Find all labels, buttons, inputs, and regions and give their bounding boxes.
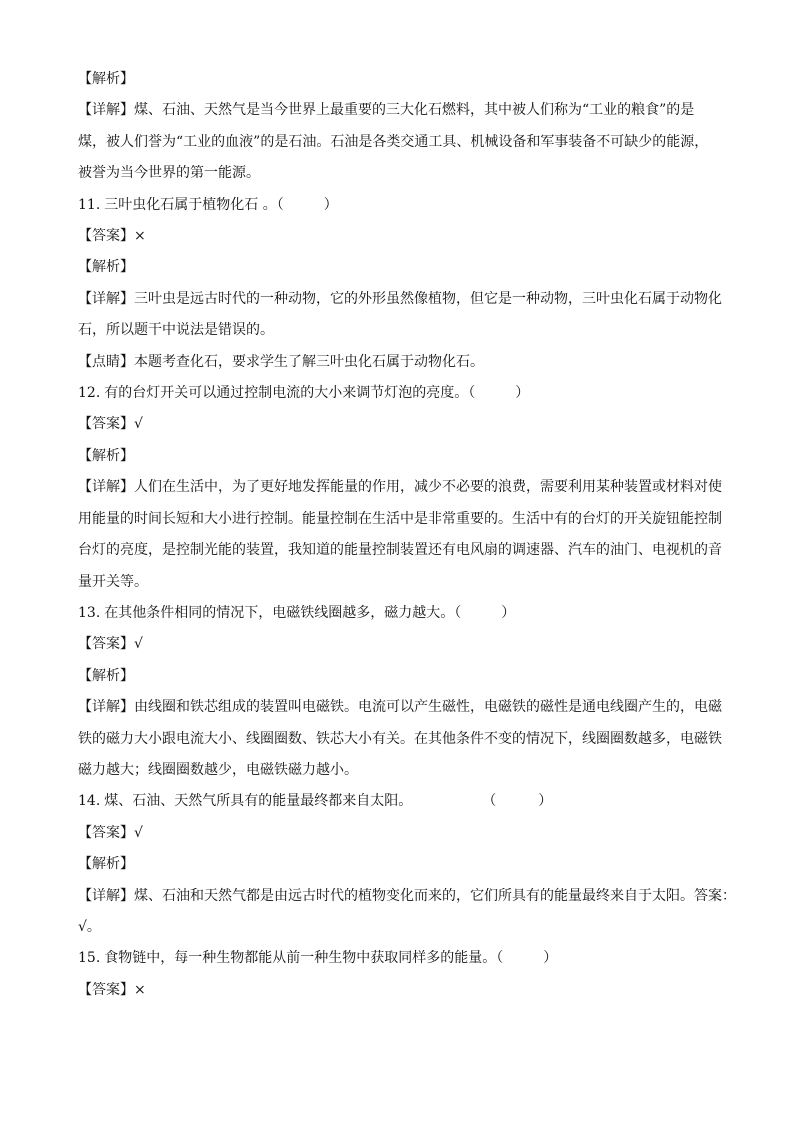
detail-text: 煤、石油和天然气都是由远古时代的植物变化而来的，它们所具有的能量最终来自于太阳。答案： — [134, 887, 736, 904]
answer-parenthesis: ） — [515, 385, 530, 402]
analysis-heading — [78, 661, 726, 692]
question-item — [78, 190, 726, 221]
question-text: 食物链中，每一种生物都能从前一种生物中获取同样多的能量。（ — [104, 950, 504, 967]
answer-label: 【答案】 — [78, 416, 134, 433]
detail-text: 由线圈和铁芯组成的装置叫电磁铁。电流可以产生磁性，电磁铁的磁性是通电线圈产生的，电磁 — [134, 699, 722, 716]
detail-text: 煤，被人们誉为“工业的血液”的是石油。石油是各类交通工具、机械设备和军事装备不可缺少的能源， — [78, 133, 709, 150]
detail-paragraph — [78, 95, 726, 189]
answer-value: √ — [134, 824, 143, 841]
detail-label: 【详解】 — [78, 479, 134, 496]
detail-text: √。 — [78, 918, 101, 935]
detail-line — [78, 535, 726, 566]
detail-paragraph — [78, 692, 726, 786]
answer-line — [78, 818, 726, 849]
detail-label: 【详解】 — [78, 699, 134, 716]
detail-text: 被誉为当今世界的第一能源。 — [78, 165, 260, 182]
question-text: 在其他条件相同的情况下，电磁铁线圈越多，磁力越大。（ — [104, 604, 462, 621]
detail-label: 【详解】 — [78, 102, 134, 119]
key-point-label: 【点睛】 — [78, 353, 134, 370]
answer-label: 【答案】 — [78, 824, 134, 841]
detail-line — [78, 158, 726, 189]
question-number: 11. — [78, 196, 101, 213]
answer-line — [78, 629, 726, 660]
question-item — [78, 598, 726, 629]
detail-line — [78, 755, 726, 786]
detail-text: 三叶虫是远古时代的一种动物，它的外形虽然像植物，但它是一种动物，三叶虫化石属于动物化 — [134, 290, 722, 307]
detail-line — [78, 127, 726, 158]
question-text: 有的台灯开关可以通过控制电流的大小来调节灯泡的亮度。（ — [104, 385, 476, 402]
analysis-heading — [78, 849, 726, 880]
answer-label: 【答案】 — [78, 636, 134, 653]
key-point-line — [78, 347, 726, 378]
key-point-text: 本题考查化石，要求学生了解三叶虫化石属于动物化石。 — [134, 353, 484, 370]
analysis-heading — [78, 441, 726, 472]
detail-line — [78, 692, 726, 723]
answer-parenthesis: ） — [323, 196, 338, 213]
detail-line — [78, 315, 726, 346]
answer-value: × — [134, 981, 146, 998]
question-number: 13. — [78, 604, 101, 621]
detail-text: 磁力越大；线圈圈数越少，电磁铁磁力越小。 — [78, 761, 358, 778]
detail-line — [78, 284, 726, 315]
answer-value: √ — [134, 636, 143, 653]
analysis-heading — [78, 64, 726, 95]
question-item — [78, 378, 726, 409]
detail-label: 【详解】 — [78, 887, 134, 904]
answer-parenthesis: ） — [501, 604, 516, 621]
document-body — [78, 64, 736, 1006]
detail-paragraph — [78, 472, 726, 598]
answer-label: 【答案】 — [78, 228, 134, 245]
answer-value: × — [134, 228, 146, 245]
analysis-label: 【解析】 — [78, 667, 134, 684]
analysis-label: 【解析】 — [78, 447, 134, 464]
detail-text: 煤、石油、天然气是当今世界上最重要的三大化石燃料，其中被人们称为“工业的粮食”的是 — [134, 102, 695, 119]
detail-text: 人们在生活中，为了更好地发挥能量的作用，减少不必要的浪费，需要利用某种装置或材料对使 — [134, 479, 722, 496]
detail-text: 用能量的时间长短和大小进行控制。能量控制在生活中是非常重要的。生活中有的台灯的开关旋钮能控制 — [78, 510, 722, 527]
detail-line — [78, 881, 736, 912]
detail-text: 石，所以题干中说法是错误的。 — [78, 322, 274, 339]
question-text: 煤、石油、天然气所具有的能量最终都来自太阳。 — [104, 793, 413, 810]
detail-text: 铁的磁力大小跟电流大小、线圈圈数、铁芯大小有关。在其他条件不变的情况下，线圈圈数越多，电磁铁 — [78, 730, 722, 747]
detail-line — [78, 567, 726, 598]
question-item — [78, 786, 726, 817]
question-number: 12. — [78, 385, 101, 402]
detail-line — [78, 912, 726, 943]
detail-text: 量开关等。 — [78, 573, 148, 590]
question-text: 三叶虫化石属于植物化石 。（ — [104, 196, 284, 213]
detail-line — [78, 472, 726, 503]
detail-text: 台灯的亮度，是控制光能的装置，我知道的能量控制装置还有电风扇的调速器、汽车的油门、电视机的音 — [78, 542, 722, 559]
detail-line — [78, 724, 726, 755]
detail-line — [78, 504, 726, 535]
detail-label: 【详解】 — [78, 290, 134, 307]
question-number: 14. — [78, 793, 101, 810]
detail-paragraph — [78, 284, 726, 347]
answer-value: √ — [134, 416, 143, 433]
question-item — [78, 943, 726, 974]
answer-line — [78, 409, 726, 440]
detail-line — [78, 95, 726, 126]
analysis-label: 【解析】 — [78, 259, 134, 276]
answer-line — [78, 221, 726, 252]
analysis-heading — [78, 252, 726, 283]
analysis-label: 【解析】 — [78, 856, 134, 873]
answer-line — [78, 975, 726, 1006]
answer-label: 【答案】 — [78, 981, 134, 998]
question-number: 15. — [78, 950, 101, 967]
answer-parenthesis: ） — [543, 950, 558, 967]
analysis-label: 【解析】 — [78, 71, 134, 87]
answer-parenthesis: （ ） — [482, 793, 553, 810]
detail-paragraph — [78, 881, 736, 944]
